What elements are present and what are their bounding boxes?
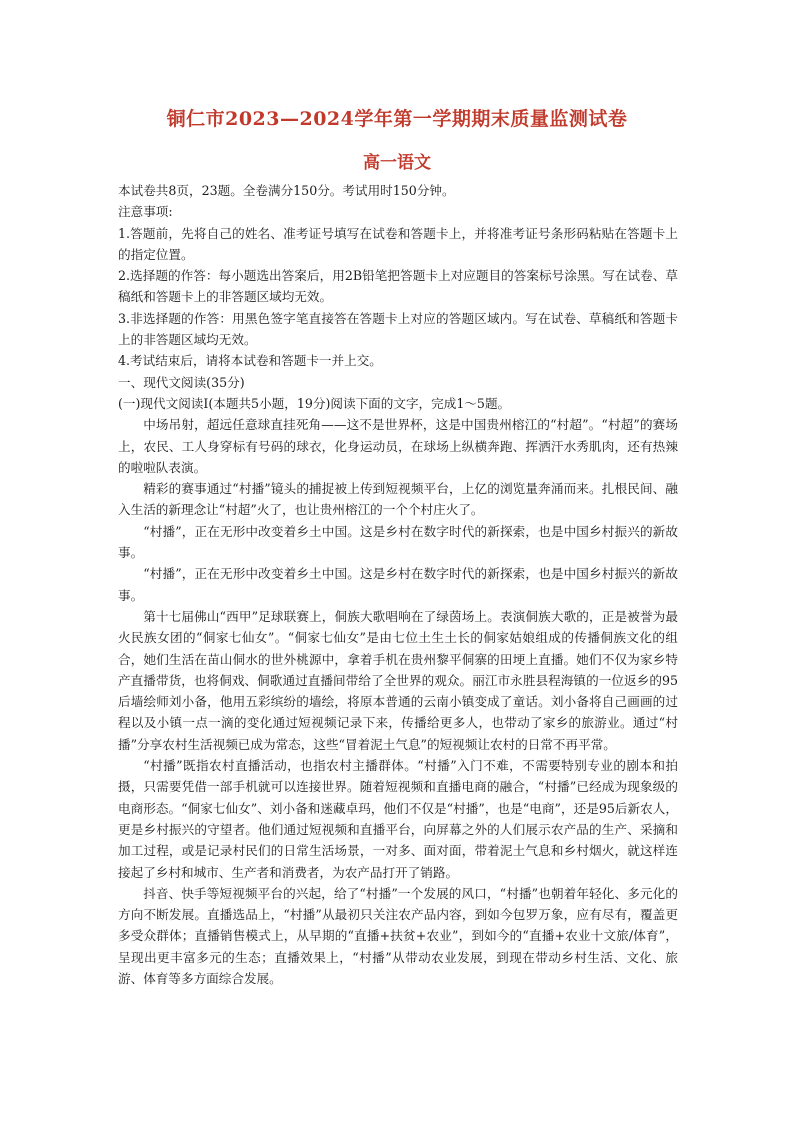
passage-paragraph: 第十七届佛山“西甲”足球联赛上，侗族大歌唱响在了绿茵场上。表演侗族大歌的，正是被誉为最火民族女团的“侗家七仙女”。“侗家七仙女”是由七位土生土长的侗家姑娘组成的传播侗族文化的组合，她们生活在苗山侗水的世外桃源中，拿着手机在贵州黎平侗寨的田埂上直播。她们不仅为家乡特产直播带货，也将侗戏、侗歌通过直播间带给了全世界的观众。丽江市永胜县程海镇的一位返乡的95后墙绘师刘小备，他用五彩缤纷的墙绘，将原本普通的云南小镇变成了童话。刘小备将自己画画的过程以及小镇一点一滴的变化通过短视频记录下来，传播给更多人，也带动了家乡的旅游业。通过“村播”分享农村生活视频已成为常态，这些“冒着泥土气息”的短视频让农村的日常不再平常。 <box>118 608 678 752</box>
passage-paragraph: 精彩的赛事通过“村播”镜头的捕捉被上传到短视频平台，上亿的浏览量奔涌而来。扎根民间、融入生活的新理念让“村超”火了，也让贵州榕江的一个个村庄火了。 <box>118 481 678 518</box>
exam-title: 铜仁市2023—2024学年第一学期期末质量监测试卷 <box>166 108 628 130</box>
exam-body <box>118 180 678 989</box>
note-item: 2.选择题的作答：每小题选出答案后，用2B铅笔把答题卡上对应题目的答案标号涂黑。写在试卷、草稿纸和答题卡上的非答题区域均无效。 <box>118 268 678 305</box>
passage-paragraph: 中场吊射，超远任意球直挂死角——这不是世界杯，这是中国贵州榕江的“村超”。“村超”的赛场上，农民、工人身穿标有号码的球衣，化身运动员，在球场上纵横奔跑、挥洒汗水秀肌肉，还有热辣的啦啦队表演。 <box>118 417 678 475</box>
exam-summary: 本试卷共8页，23题。全卷满分150分。考试用时150分钟。 <box>118 183 455 198</box>
notes-heading: 注意事项: <box>118 204 173 220</box>
passage-paragraph: 抖音、快手等短视频平台的兴起，给了“村播”一个发展的风口，“村播”也朝着年轻化、多元化的方向不断发展。直播选品上，“村播”从最初只关注农产品内容，到如今包罗万象，应有尽有，覆盖更多受众群体；直播销售模式上，从早期的“直播+扶贫+农业”，到如今的“直播+农业十文旅/体育”，呈现出更丰富多元的生态；直播效果上，“村播”从带动农业发展，到现在带动乡村生活、文化、旅游、体育等多方面综合发展。 <box>118 885 678 986</box>
passage-paragraph: “村播”，正在无形中改变着乡土中国。这是乡村在数字时代的新探索，也是中国乡村振兴的新故事。 <box>118 566 678 603</box>
section-heading: 一、现代文阅读(35分) <box>118 374 245 390</box>
note-item: 1.答题前，先将自己的姓名、准考证号填写在试卷和答题卡上，并将准考证号条形码粘贴在答题卡上的指定位置。 <box>118 225 678 262</box>
note-item: 3.非选择题的作答：用黑色签字笔直接答在答题卡上对应的答题区域内。写在试卷、草稿纸和答题卡上的非答题区域均无效。 <box>118 310 678 348</box>
note-item: 4.考试结束后，请将本试卷和答题卡一并上交。 <box>118 353 382 369</box>
subject-title: 高一语文 <box>363 153 431 173</box>
passage-paragraph: “村播”既指农村直播活动，也指农村主播群体。“村播”入门不难，不需要特别专业的剧本和拍摄，只需要凭借一部手机就可以连接世界。随着短视频和直播电商的融合，“村播”已经成为现象级的电商形态。“侗家七仙女”、刘小备和迷藏卓玛，他们不仅是“村播”，也是“电商”，还是95后新农人，更是乡村振兴的守望者。他们通过短视频和直播平台，向屏幕之外的人们展示农产品的生产、采摘和加工过程，或是记录村民们的日常生活场景，一对多、面对面，带着泥土气息和乡村烟火，就这样连接起了乡村和城市、生产者和消费者，为农产品打开了销路。 <box>118 758 678 880</box>
section-subheading: (一)现代文阅读Ⅰ(本题共5小题，19分)阅读下面的文字，完成1～5题。 <box>118 395 511 411</box>
passage-paragraph: “村播”，正在无形中改变着乡土中国。这是乡村在数字时代的新探索，也是中国乡村振兴的新故事。 <box>118 523 678 561</box>
